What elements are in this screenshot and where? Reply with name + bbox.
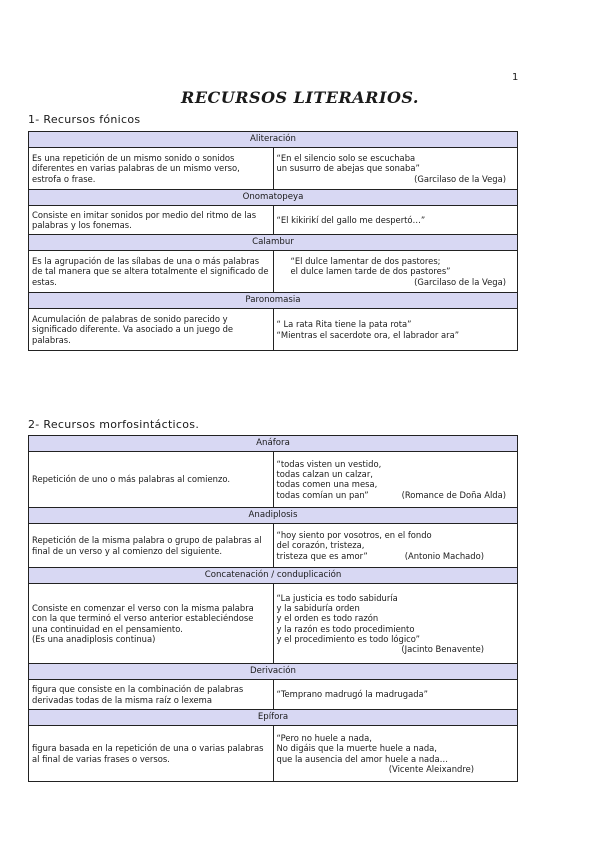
- example-cell: [273, 148, 518, 190]
- author-aliteracion: (Garcilaso de la Vega): [414, 173, 506, 184]
- example-cell: [273, 251, 518, 293]
- author-calambur: (Garcilaso de la Vega): [414, 276, 506, 287]
- row-header-aliteracion: Aliteración: [29, 132, 518, 148]
- example-cell: [273, 452, 518, 508]
- section-heading-fonicos: 1- Recursos fónicos: [28, 113, 141, 126]
- definition-derivacion: figura que consiste en la combinación de palabras derivadas todas de la misma raíz o lexema: [29, 680, 274, 710]
- example-anafora: “todas visten un vestido, todas calzan un calzar, todas comen una mesa, todas comían un pan”: [276, 459, 382, 500]
- definition-aliteracion: Es una repetición de un mismo sonido o sonidos diferentes en varias palabras de un mismo verso, estrofa o frase.: [29, 148, 274, 190]
- definition-onomatopeya: Consiste en imitar sonidos por medio del ritmo de las palabras y los fonemas.: [29, 206, 274, 235]
- table-recursos-morfosintacticos: [28, 435, 518, 782]
- row-header-onomatopeya: Onomatopeya: [29, 190, 518, 206]
- row-header-paronomasia: Paronomasia: [29, 293, 518, 309]
- section-heading-morfosintacticos: 2- Recursos morfosintácticos.: [28, 418, 200, 431]
- row-header-concatenacion: Concatenación / conduplicación: [29, 568, 518, 584]
- example-cell: [273, 726, 518, 782]
- example-cell: [273, 584, 518, 664]
- example-cell: [273, 206, 518, 235]
- definition-concatenacion: Consiste en comenzar el verso con la misma palabra con la que terminó el verso anterior estableciéndose una continuidad en el pensamiento. (Es una anadiplosis continua): [29, 584, 274, 664]
- table-recursos-fonicos: [28, 131, 518, 351]
- example-calambur: “El dulce lamentar de dos pastores; el dulce lamen tarde de dos pastores”: [290, 256, 451, 277]
- definition-anafora: Repetición de uno o más palabras al comienzo.: [29, 452, 274, 508]
- page-title: RECURSOS LITERARIOS.: [181, 88, 419, 107]
- page-number: 1: [512, 72, 519, 83]
- example-aliteracion: “En el silencio solo se escuchaba un susurro de abejas que sonaba”: [276, 153, 420, 174]
- example-anadiplosis: “hoy siento por vosotros, en el fondo del corazón, tristeza, tristeza que es amor”: [276, 530, 432, 561]
- example-derivacion: “Temprano madrugó la madrugada”: [276, 689, 428, 700]
- example-epifora: “Pero no huele a nada, No digáis que la muerte huele a nada, que la ausencia del amor huele a nada…: [276, 733, 448, 764]
- definition-epifora: figura basada en la repetición de una o varias palabras al final de varias frases o versos.: [29, 726, 274, 782]
- author-epifora: (Vicente Aleixandre): [388, 763, 474, 774]
- row-header-calambur: Calambur: [29, 235, 518, 251]
- definition-anadiplosis: Repetición de la misma palabra o grupo de palabras al final de un verso y al comienzo del siguiente.: [29, 524, 274, 568]
- definition-calambur: Es la agrupación de las sílabas de una o más palabras de tal manera que se altera totalmente el significado de estas.: [29, 251, 274, 293]
- author-anadiplosis: (Antonio Machado): [404, 550, 484, 561]
- row-header-anadiplosis: Anadiplosis: [29, 508, 518, 524]
- row-header-derivacion: Derivación: [29, 664, 518, 680]
- example-cell: [273, 680, 518, 710]
- example-concatenacion: “La justicia es todo sabiduría y la sabiduría orden y el orden es todo razón y la razón es todo procedimiento y el procedimiento es todo lógico”: [276, 593, 420, 644]
- definition-paronomasia: Acumulación de palabras de sonido parecido y significado diferente. Va asociado a un juego de palabras.: [29, 309, 274, 351]
- row-header-anafora: Anáfora: [29, 436, 518, 452]
- row-header-epifora: Epífora: [29, 710, 518, 726]
- author-concatenacion: (Jacinto Benavente): [401, 643, 484, 654]
- example-cell: [273, 309, 518, 351]
- example-onomatopeya: “El kikirikí del gallo me despertó…”: [276, 214, 426, 225]
- example-cell: [273, 524, 518, 568]
- author-anafora: (Romance de Doña Alda): [401, 489, 506, 500]
- example-paronomasia: “ La rata Rita tiene la pata rota” “Mientras el sacerdote ora, el labrador ara”: [276, 319, 460, 340]
